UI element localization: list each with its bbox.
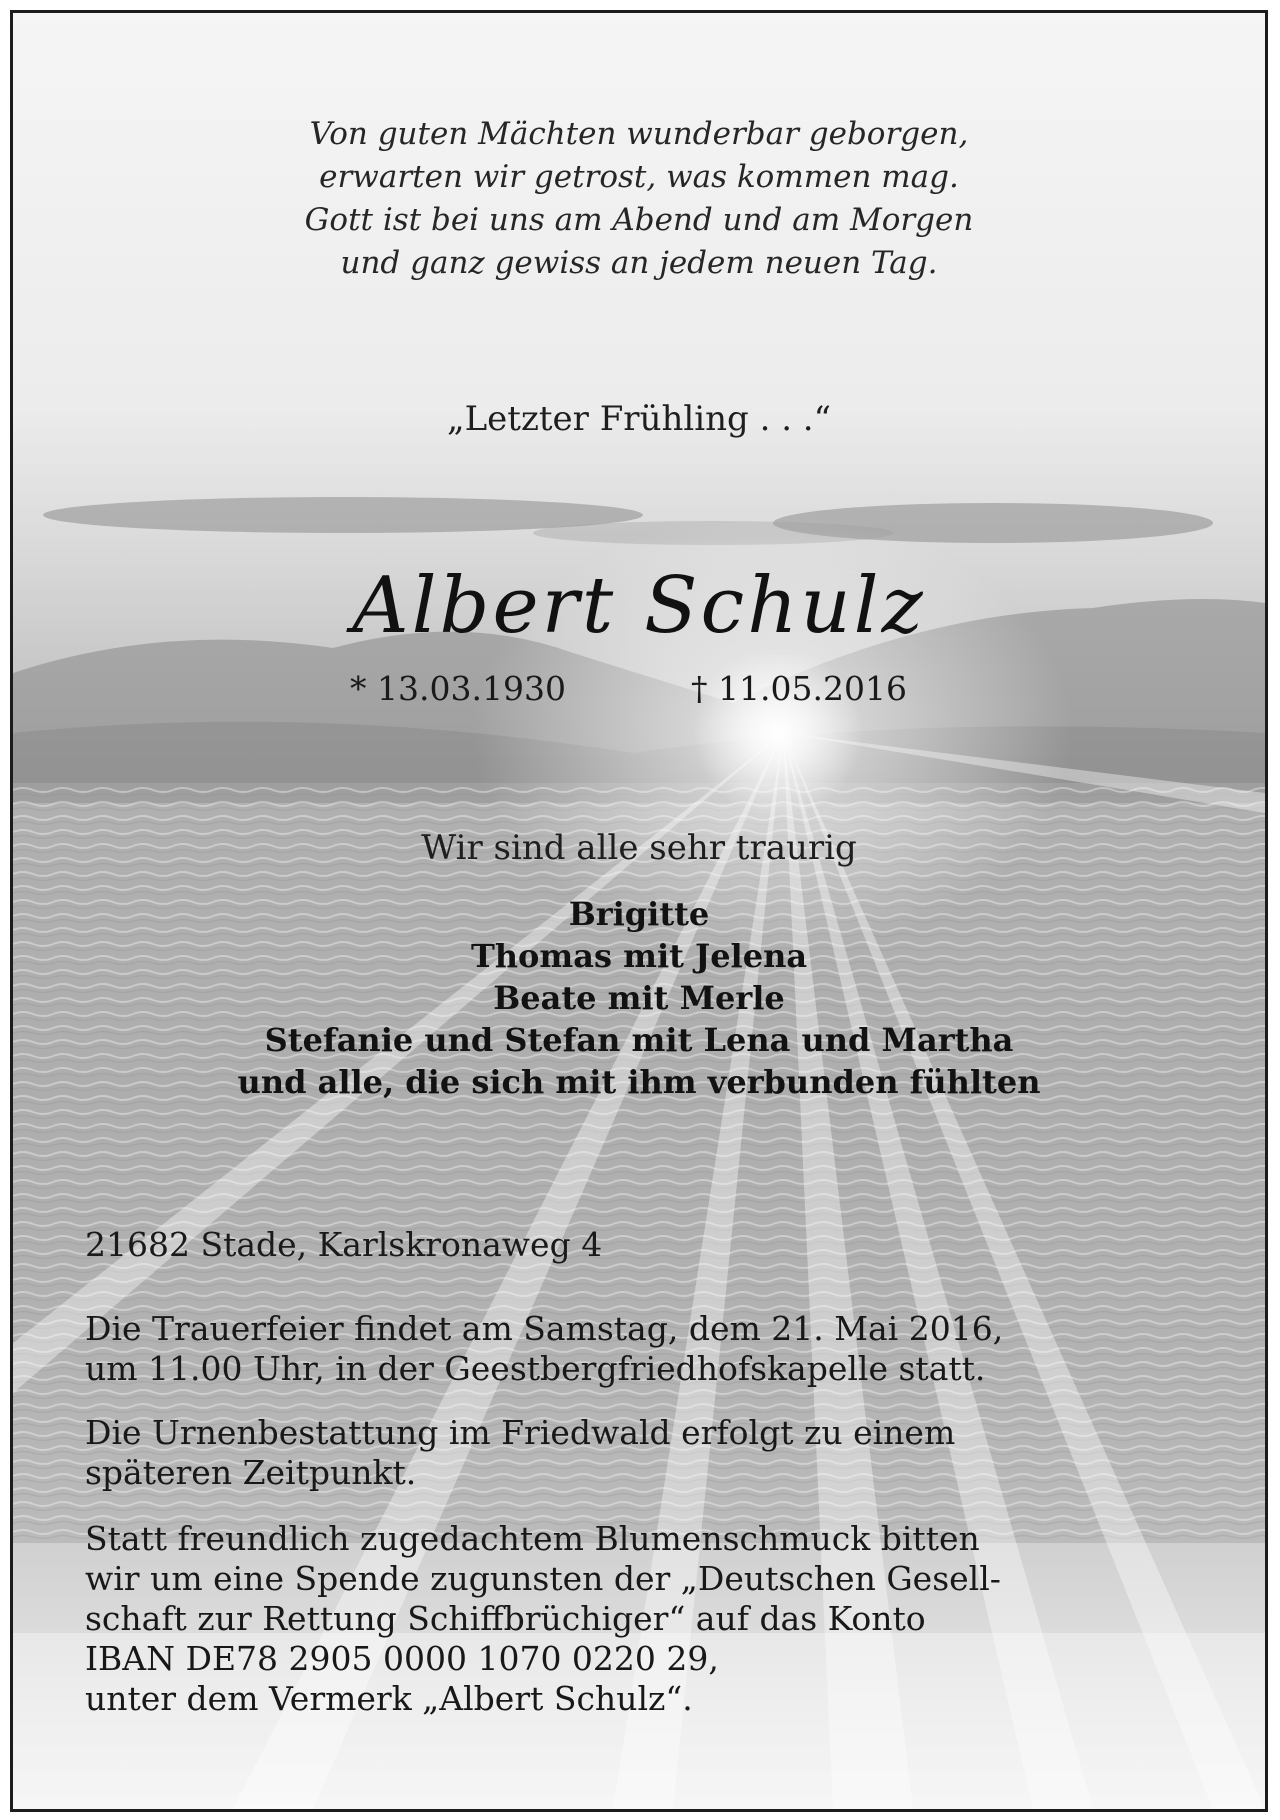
- paragraph-line: späteren Zeitpunkt.: [85, 1453, 417, 1492]
- address: 21682 Stade, Karlskronaweg 4: [85, 1225, 603, 1264]
- motto-line: Gott ist bei uns am Abend und am Morgen: [304, 202, 974, 238]
- mourner-line: und alle, die sich mit ihm verbunden fühlten: [237, 1063, 1041, 1101]
- subtitle-quote: „Letzter Frühling . . .“: [446, 399, 831, 439]
- paragraph-line: wir um eine Spende zugunsten der „Deutschen Gesell-: [85, 1559, 1001, 1598]
- paragraph-line: IBAN DE78 2905 0000 1070 0220 29,: [85, 1639, 719, 1678]
- paragraph-line: schaft zur Rettung Schiffbrüchiger“ auf das Konto: [85, 1599, 926, 1638]
- motto-line: Von guten Mächten wunderbar geborgen,: [309, 116, 969, 152]
- paragraph-line: Die Urnenbestattung im Friedwald erfolgt zu einem: [85, 1413, 956, 1452]
- obituary-notice: [10, 10, 1268, 1812]
- notice-content: [13, 13, 1265, 1809]
- mourner-line: Stefanie und Stefan mit Lena und Martha: [264, 1021, 1014, 1059]
- mourner-line: Thomas mit Jelena: [470, 937, 808, 975]
- donation-paragraph: [85, 1519, 1205, 1719]
- paragraph-line: Die Trauerfeier findet am Samstag, dem 21. Mai 2016,: [85, 1309, 1004, 1348]
- funeral-paragraph: [85, 1309, 1205, 1389]
- paragraph-line: um 11.00 Uhr, in der Geestbergfriedhofskapelle statt.: [85, 1349, 986, 1388]
- birth-date: * 13.03.1930: [350, 669, 566, 708]
- mourners-list: [13, 893, 1265, 1103]
- mourner-line: Beate mit Merle: [493, 979, 785, 1017]
- death-date: † 11.05.2016: [691, 669, 907, 708]
- grief-statement: Wir sind alle sehr traurig: [421, 828, 857, 868]
- paragraph-line: unter dem Vermerk „Albert Schulz“.: [85, 1679, 693, 1718]
- paragraph-line: Statt freundlich zugedachtem Blumenschmuck bitten: [85, 1519, 980, 1558]
- motto-line: und ganz gewiss an jedem neuen Tag.: [340, 245, 938, 281]
- motto-poem: [13, 113, 1265, 285]
- deceased-name: Albert Schulz: [352, 561, 926, 651]
- mourner-line: Brigitte: [568, 895, 710, 933]
- motto-line: erwarten wir getrost, was kommen mag.: [319, 159, 959, 195]
- urn-burial-paragraph: [85, 1413, 1205, 1493]
